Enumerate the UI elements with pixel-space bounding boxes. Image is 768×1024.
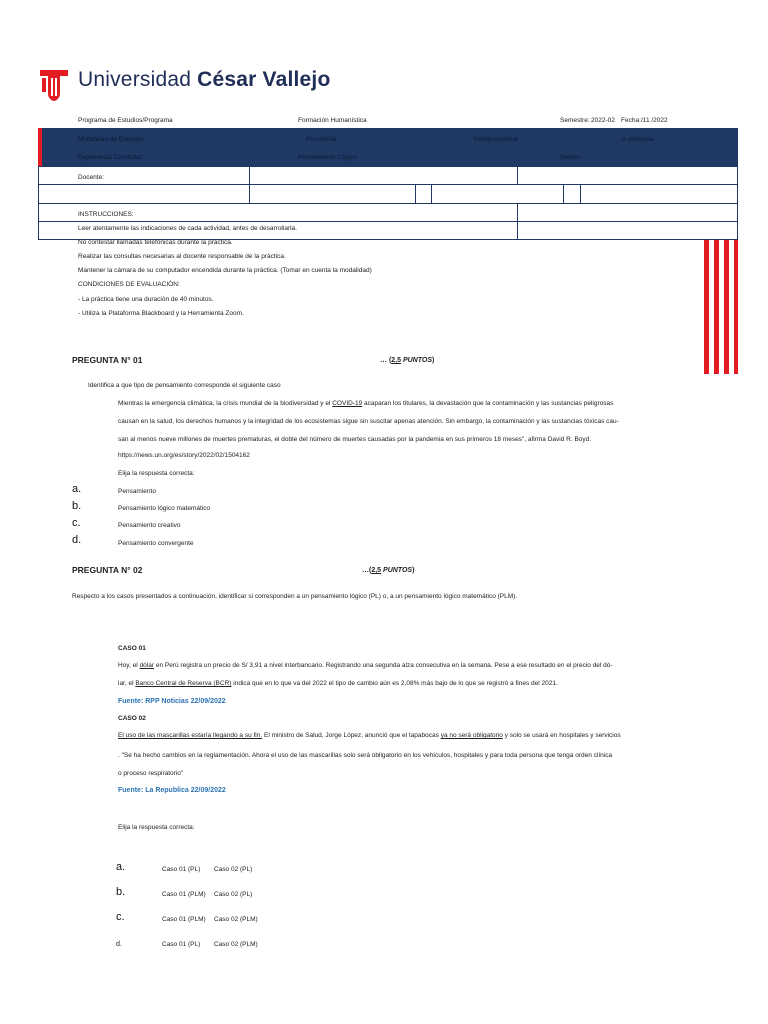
instruction-item: Realizar las consultas necesarias al docente responsable de la práctica. [78,253,286,260]
instructions-title: INSTRUCCIONES: [78,211,134,218]
docente-value-cell[interactable] [249,166,518,185]
option-case-1[interactable]: Caso 01 (PL) [162,866,201,873]
mascarillas-link[interactable]: El uso de las mascarillas estaría llegando a su fin. [118,732,263,739]
section-label: Sesión: [560,154,582,161]
university-logo [38,68,70,102]
question-1-paragraph: san al menos nueve millones de muertes prematuras, el doble del número de muertes causadas por la pandemia en sus primeros 18 meses", afirma David R. Boyd. [118,436,592,443]
option-case-1[interactable]: Caso 01 (PLM) [162,891,206,898]
ucv-shield-icon [38,68,70,102]
modality-distancia: A distancia [622,136,654,143]
case-1-text: Hoy, el dólar en Perú registra un precio de S/ 3,91 a nivel interbancario. Registrando una segunda alza consecutiva en la semana. Pese a ese resultado en el precio del dó- [118,662,613,669]
question-1-prompt: Identifica a que tipo de pensamiento corresponde el siguiente caso [88,382,281,389]
program-label: Programa de Estudios/Programa [78,117,173,124]
covid-link[interactable]: COVID-19 [332,400,363,407]
row2-cell-5 [563,184,581,204]
curricular-value: Pensamiento Lógico [298,154,357,161]
case-2-title: CASO 02 [118,715,146,722]
row4-cell-2 [517,221,738,240]
question-1-paragraph: causan en la salud, los derechos humanos y la integridad de los ecosistemas sigue sin suscitar apenas atención. Sin embargo, la contaminación y las sustancias tóxicas cau- [118,418,619,425]
conditions-title: CONDICIONES DE EVALUACIÓN: [78,281,180,288]
docente-cell [38,166,250,185]
question-1-url[interactable]: https://news.un.org/es/story/2022/02/1504162 [118,452,250,459]
option-text[interactable]: Pensamiento lógico matemático [118,505,211,512]
instruction-item: No contestar llamadas telefónicas durante la práctica. [78,239,233,246]
question-1-paragraph: Mientras la emergencia climática, la crisis mundial de la biodiversidad y el COVID-19 acaparan los titulares, la devastación que la contaminación y las sustancias peligrosas [118,400,614,407]
option-letter: d. [116,941,122,948]
question-2-choose: Elija la respuesta correcta: [118,824,195,831]
row2-cell-4 [431,184,564,204]
row2-cell-2 [249,184,416,204]
dolar-link[interactable]: dólar [139,662,155,669]
question-2-title: PREGUNTA N° 02 [72,565,143,575]
option-case-2[interactable]: Caso 02 (PL) [214,866,253,873]
case-2-source: Fuente: La Republica 22/09/2022 [118,787,226,794]
case-1-text: lar, el Banco Central de Reserva (BCR) indica que en lo que va del 2022 el tipo de cambio aún es 2,08% más bajo de lo que se registró a fines del 2021. [118,680,558,687]
question-2-prompt: Respecto a los casos presentados a continuación, identificar si corresponden a un pensamiento lógico (PL) o, a un pensamiento lógico matemático (PLM). [72,593,518,600]
option-letter: a. [72,483,82,495]
option-letter: c. [72,517,81,529]
option-case-2[interactable]: Caso 02 (PLM) [214,916,258,923]
row3-cell-2 [517,203,738,222]
semester-label: Semestre: [560,117,590,124]
docente-label: Docente: [78,174,105,181]
case-2-text: o proceso respiratorio" [118,770,184,777]
row2-cell-1 [38,184,250,204]
row2-cell-6 [580,184,738,204]
docente-extra-cell [517,166,738,185]
question-1-choose: Elija la respuesta correcta: [118,470,195,477]
option-letter: b. [116,886,126,898]
row2-cell-3 [415,184,432,204]
option-case-2[interactable]: Caso 02 (PLM) [214,941,258,948]
option-case-2[interactable]: Caso 02 (PL) [214,891,253,898]
option-letter: a. [116,861,126,873]
decorative-red-stripes [704,240,738,374]
modality-semipresencial: Semipresencial [473,136,518,143]
case-2-text: El uso de las mascarillas estaría llegando a su fin. El ministro de Salud, Jorge López, anunció que el tapabocas ya no será obligatorio y solo se usará en hospitales y servicios [118,732,621,739]
option-text[interactable]: Pensamiento creativo [118,522,181,529]
university-name: Universidad César Vallejo [78,68,331,91]
semester-value: 2022-02 [591,117,615,124]
date-value: /11 /2022 [641,117,668,124]
condition-item: - Utiliza la Plataforma Blackboard y la Herramienta Zoom. [78,310,244,317]
instruction-item: Leer atentamente las indicaciones de cada actividad, antes de desarrollarla. [78,225,297,232]
condition-item: - La práctica tiene una duración de 40 minutos. [78,296,214,303]
question-1-points: … (2,5 PUNTOS) [380,357,435,364]
curricular-label: Experiencia Curricular: [78,154,144,161]
case-1-title: CASO 01 [118,645,146,652]
obligatorio-link[interactable]: ya no será obligatorio [440,732,503,739]
modality-presencial: Presencial [306,136,337,143]
option-letter: c. [116,911,125,923]
instruction-item: Mantener la cámara de su computador encendida durante la práctica. (Tomar en cuenta la modalidad) [78,267,372,274]
case-1-source: Fuente: RPP Noticias 22/09/2022 [118,698,226,705]
option-text[interactable]: Pensamiento convergente [118,540,194,547]
date-label: Fecha: [621,117,641,124]
modality-label: Modalidad de Estudios [78,136,144,143]
question-2-points: …(2,5 PUNTOS) [362,567,415,574]
option-letter: d. [72,534,82,546]
case-2-text: . "Se ha hecho cambios en la reglamentación. Ahora el uso de las mascarillas solo será obligatorio en los vehículos, hospitales y para toda persona que tenga orden clínica [118,752,613,759]
option-letter: b. [72,500,82,512]
question-1-title: PREGUNTA N° 01 [72,355,143,365]
option-case-1[interactable]: Caso 01 (PL) [162,941,201,948]
bcr-link[interactable]: Banco Central de Reserva (BCR) [135,680,232,687]
option-case-1[interactable]: Caso 01 (PLM) [162,916,206,923]
formation-value: Formación Humanística [298,117,367,124]
info-band [42,128,738,166]
option-text[interactable]: Pensamiento [118,488,156,495]
